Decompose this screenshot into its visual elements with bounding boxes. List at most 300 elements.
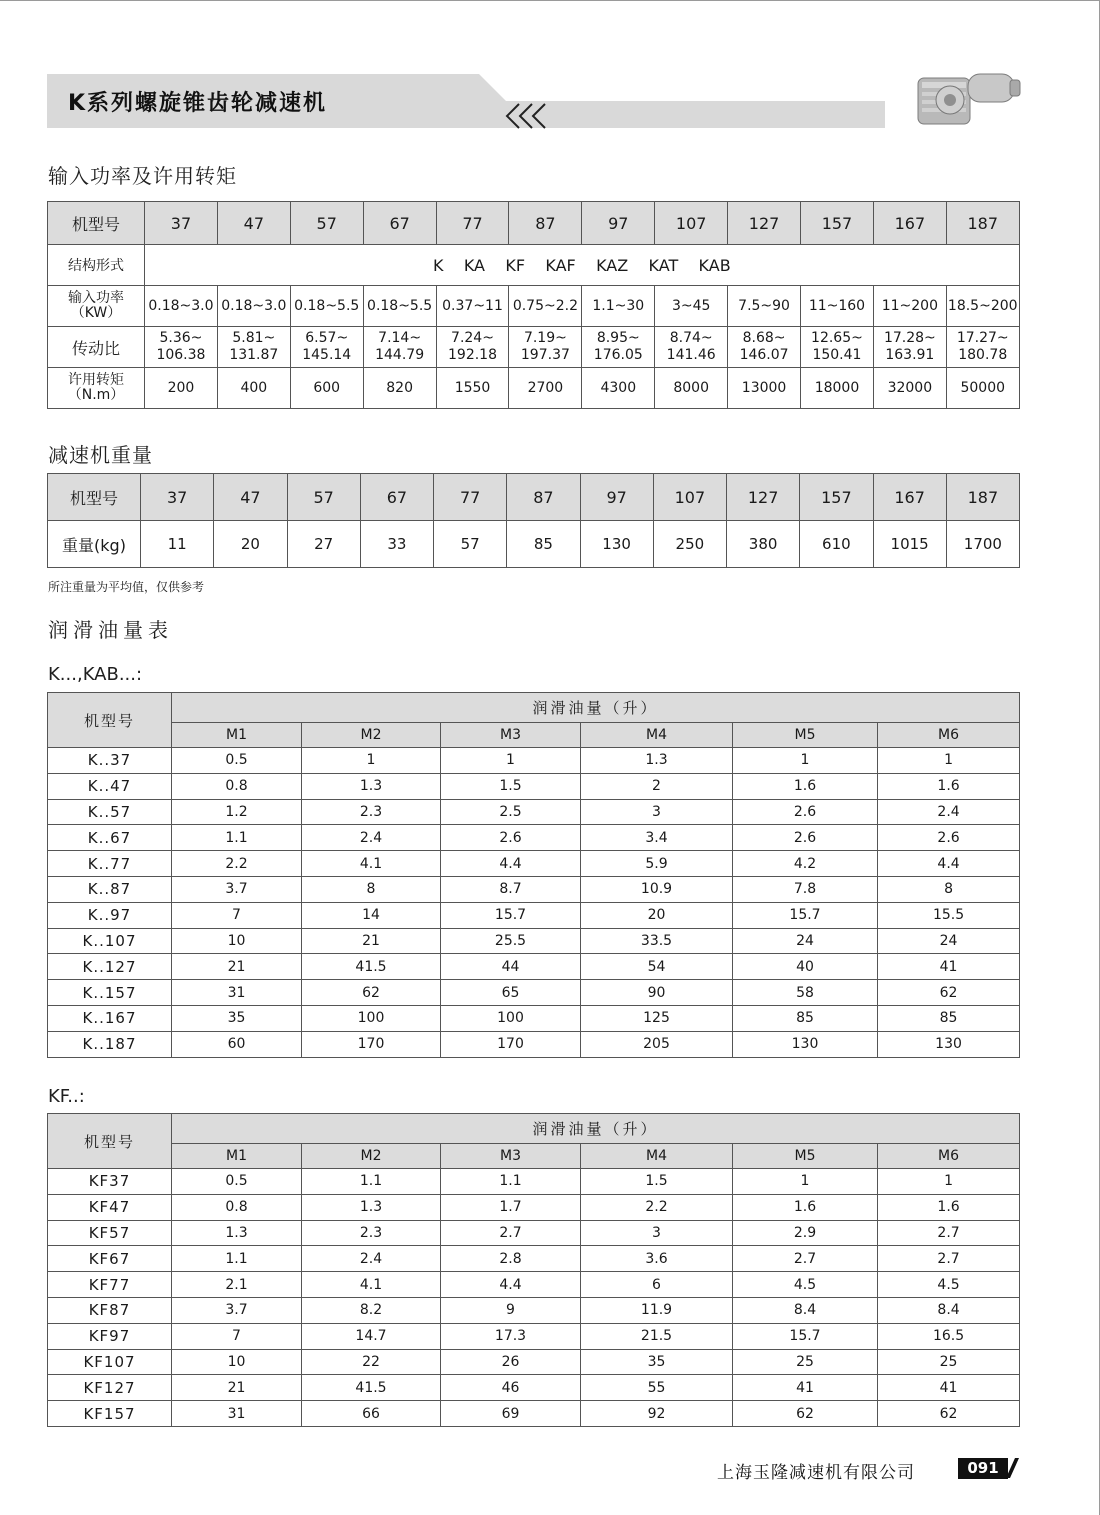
torque-cell: 1550 bbox=[436, 368, 509, 409]
label-power bbox=[48, 286, 145, 327]
oil-value-cell: 21 bbox=[172, 954, 302, 980]
structure-cell: K KA KF KAF KAZ KAT KAB bbox=[145, 245, 1020, 286]
oil-value-cell: 15.7 bbox=[733, 902, 878, 928]
oil-value-cell: 4.5 bbox=[733, 1272, 878, 1298]
oil-value-cell: 4.5 bbox=[878, 1272, 1020, 1298]
oil-value-cell: 21 bbox=[302, 928, 441, 954]
table-row bbox=[48, 902, 1020, 928]
ratio-line: 5.36~ bbox=[159, 330, 203, 346]
ratio-line: 145.14 bbox=[302, 347, 352, 363]
model-cell: K..167 bbox=[48, 1005, 172, 1031]
table-row bbox=[48, 876, 1020, 902]
model-cell: K..107 bbox=[48, 928, 172, 954]
oil-value-cell: 62 bbox=[302, 980, 441, 1006]
weight-cell: 130 bbox=[580, 521, 653, 568]
oil-value-cell: 2.4 bbox=[302, 1246, 441, 1272]
oil-value-cell: 2.4 bbox=[878, 799, 1020, 825]
power-cell: 11~160 bbox=[801, 286, 874, 327]
oil-value-cell: 15.5 bbox=[878, 902, 1020, 928]
oil-value-cell: 2.7 bbox=[878, 1246, 1020, 1272]
model-cell: KF97 bbox=[48, 1323, 172, 1349]
oil-value-cell: 69 bbox=[441, 1401, 581, 1427]
weight-table bbox=[47, 473, 1020, 568]
oil-value-cell: 1.6 bbox=[733, 1194, 878, 1220]
model-cell: K..97 bbox=[48, 902, 172, 928]
table-row bbox=[48, 1272, 1020, 1298]
oil-value-cell: 4.4 bbox=[441, 851, 581, 877]
torque-cell: 32000 bbox=[873, 368, 946, 409]
oil-value-cell: 65 bbox=[441, 980, 581, 1006]
oil-value-cell: 35 bbox=[172, 1005, 302, 1031]
table-row bbox=[48, 1005, 1020, 1031]
oil-value-cell: 4.2 bbox=[733, 851, 878, 877]
oil-value-cell: 7 bbox=[172, 1323, 302, 1349]
oil-value-cell: 1 bbox=[733, 1169, 878, 1195]
position-cell: M5 bbox=[733, 1144, 878, 1169]
ratio-cell bbox=[728, 327, 801, 368]
oil-value-cell: 4.4 bbox=[878, 851, 1020, 877]
oil-value-cell: 11.9 bbox=[581, 1297, 733, 1323]
oil-value-cell: 170 bbox=[441, 1031, 581, 1057]
table-row bbox=[48, 1246, 1020, 1272]
ratio-line: 106.38 bbox=[156, 347, 206, 363]
model-cell: K..47 bbox=[48, 773, 172, 799]
oil-value-cell: 8.7 bbox=[441, 876, 581, 902]
oil-value-cell: 7.8 bbox=[733, 876, 878, 902]
model-cell: KF57 bbox=[48, 1220, 172, 1246]
model-cell: K..57 bbox=[48, 799, 172, 825]
torque-cell: 400 bbox=[217, 368, 290, 409]
model-cell: 107 bbox=[655, 202, 728, 245]
oil-value-cell: 15.7 bbox=[441, 902, 581, 928]
oil-value-cell: 62 bbox=[878, 980, 1020, 1006]
page-title: K系列螺旋锥齿轮减速机 bbox=[68, 91, 328, 116]
power-cell: 0.18~3.0 bbox=[145, 286, 218, 327]
oil-value-cell: 1.7 bbox=[441, 1194, 581, 1220]
oil-value-cell: 60 bbox=[172, 1031, 302, 1057]
page-number: 091 bbox=[958, 1458, 1008, 1479]
ratio-line: 8.74~ bbox=[669, 330, 713, 346]
oil-value-cell: 46 bbox=[441, 1375, 581, 1401]
power-torque-table bbox=[47, 201, 1020, 409]
power-cell: 11~200 bbox=[873, 286, 946, 327]
oil-value-cell: 2.5 bbox=[441, 799, 581, 825]
ratio-cell bbox=[655, 327, 728, 368]
ratio-cell bbox=[946, 327, 1019, 368]
model-cell: 97 bbox=[580, 474, 653, 521]
oil-value-cell: 44 bbox=[441, 954, 581, 980]
oil-value-cell: 55 bbox=[581, 1375, 733, 1401]
position-cell: M2 bbox=[302, 723, 441, 748]
oil-header-row bbox=[48, 693, 1020, 723]
oil-value-cell: 2.6 bbox=[441, 825, 581, 851]
oil-value-cell: 16.5 bbox=[878, 1323, 1020, 1349]
ratio-line: 176.05 bbox=[593, 347, 643, 363]
torque-cell: 8000 bbox=[655, 368, 728, 409]
model-cell: 87 bbox=[507, 474, 580, 521]
label-oil-volume: 润滑油量（升） bbox=[172, 693, 1020, 723]
model-cell: 47 bbox=[214, 474, 287, 521]
oil-value-cell: 1.3 bbox=[302, 1194, 441, 1220]
weight-cell: 27 bbox=[287, 521, 360, 568]
oil-value-cell: 62 bbox=[878, 1401, 1020, 1427]
oil-value-cell: 41 bbox=[878, 1375, 1020, 1401]
torque-cell: 50000 bbox=[946, 368, 1019, 409]
label-oil-volume: 润滑油量（升） bbox=[172, 1114, 1020, 1144]
ratio-cell bbox=[436, 327, 509, 368]
chevrons-left-icon bbox=[503, 103, 551, 129]
oil-value-cell: 4.1 bbox=[302, 1272, 441, 1298]
oil-table-kf bbox=[47, 1113, 1020, 1427]
oil-value-cell: 1.3 bbox=[302, 773, 441, 799]
oil-value-cell: 1.3 bbox=[581, 748, 733, 774]
model-cell: KF67 bbox=[48, 1246, 172, 1272]
model-cell: 67 bbox=[363, 202, 436, 245]
oil-header-row bbox=[48, 1114, 1020, 1144]
oil-value-cell: 1.6 bbox=[878, 773, 1020, 799]
oil-value-cell: 33.5 bbox=[581, 928, 733, 954]
model-cell: KF37 bbox=[48, 1169, 172, 1195]
oil-value-cell: 130 bbox=[733, 1031, 878, 1057]
label-power-line: （KW） bbox=[70, 305, 122, 321]
table-row bbox=[48, 980, 1020, 1006]
ratio-line: 146.07 bbox=[739, 347, 789, 363]
ratio-cell bbox=[801, 327, 874, 368]
weight-cell: 57 bbox=[434, 521, 507, 568]
oil-value-cell: 31 bbox=[172, 980, 302, 1006]
oil-value-cell: 24 bbox=[878, 928, 1020, 954]
oil-value-cell: 2.7 bbox=[733, 1246, 878, 1272]
ratio-cell bbox=[145, 327, 218, 368]
torque-cell: 18000 bbox=[801, 368, 874, 409]
oil-value-cell: 40 bbox=[733, 954, 878, 980]
oil-value-cell: 20 bbox=[581, 902, 733, 928]
table-row bbox=[48, 954, 1020, 980]
position-cell: M4 bbox=[581, 1144, 733, 1169]
table-row bbox=[48, 1169, 1020, 1195]
oil-value-cell: 1.6 bbox=[733, 773, 878, 799]
k-table-subtitle: K...,KAB...: bbox=[48, 664, 143, 685]
oil-value-cell: 9 bbox=[441, 1297, 581, 1323]
power-cell: 1.1~30 bbox=[582, 286, 655, 327]
oil-value-cell: 66 bbox=[302, 1401, 441, 1427]
model-cell: 187 bbox=[946, 474, 1019, 521]
label-model: 机型号 bbox=[48, 693, 172, 748]
ratio-cell bbox=[873, 327, 946, 368]
torque-row bbox=[48, 368, 1020, 409]
oil-value-cell: 2.7 bbox=[441, 1220, 581, 1246]
model-cell: K..77 bbox=[48, 851, 172, 877]
model-cell: KF127 bbox=[48, 1375, 172, 1401]
oil-value-cell: 1 bbox=[441, 748, 581, 774]
ratio-line: 7.24~ bbox=[451, 330, 494, 346]
label-torque-line: 许用转矩 bbox=[68, 372, 124, 388]
oil-value-cell: 4.1 bbox=[302, 851, 441, 877]
ratio-line: 197.37 bbox=[520, 347, 570, 363]
label-model: 机型号 bbox=[48, 202, 145, 245]
oil-value-cell: 0.5 bbox=[172, 748, 302, 774]
weight-cell: 250 bbox=[653, 521, 726, 568]
oil-value-cell: 1 bbox=[733, 748, 878, 774]
table-row bbox=[48, 851, 1020, 877]
oil-value-cell: 1.2 bbox=[172, 799, 302, 825]
oil-value-cell: 1.1 bbox=[172, 825, 302, 851]
oil-position-row bbox=[48, 723, 1020, 748]
model-cell: 57 bbox=[290, 202, 363, 245]
ratio-line: 192.18 bbox=[448, 347, 497, 363]
oil-value-cell: 125 bbox=[581, 1005, 733, 1031]
oil-value-cell: 8.4 bbox=[733, 1297, 878, 1323]
ratio-line: 180.78 bbox=[958, 347, 1008, 363]
oil-value-cell: 0.5 bbox=[172, 1169, 302, 1195]
oil-value-cell: 0.8 bbox=[172, 1194, 302, 1220]
oil-table-k bbox=[47, 692, 1020, 1058]
oil-value-cell: 21 bbox=[172, 1375, 302, 1401]
oil-value-cell: 26 bbox=[441, 1349, 581, 1375]
model-cell: K..187 bbox=[48, 1031, 172, 1057]
footer-company: 上海玉隆减速机有限公司 bbox=[717, 1463, 915, 1483]
model-cell: 77 bbox=[434, 474, 507, 521]
oil-value-cell: 1.6 bbox=[878, 1194, 1020, 1220]
table-row bbox=[48, 773, 1020, 799]
torque-cell: 600 bbox=[290, 368, 363, 409]
power-cell: 0.18~3.0 bbox=[217, 286, 290, 327]
section-title-power: 输入功率及许用转矩 bbox=[48, 164, 237, 188]
section-title-weight: 减速机重量 bbox=[48, 443, 153, 467]
oil-value-cell: 24 bbox=[733, 928, 878, 954]
oil-value-cell: 62 bbox=[733, 1401, 878, 1427]
ratio-line: 163.91 bbox=[885, 347, 935, 363]
oil-value-cell: 130 bbox=[878, 1031, 1020, 1057]
power-cell: 0.18~5.5 bbox=[290, 286, 363, 327]
oil-value-cell: 15.7 bbox=[733, 1323, 878, 1349]
model-cell: 127 bbox=[727, 474, 800, 521]
ratio-line: 141.46 bbox=[666, 347, 716, 363]
oil-value-cell: 0.8 bbox=[172, 773, 302, 799]
label-ratio: 传动比 bbox=[48, 327, 145, 368]
position-cell: M3 bbox=[441, 723, 581, 748]
table-row bbox=[48, 825, 1020, 851]
ratio-line: 12.65~ bbox=[811, 330, 863, 346]
ratio-line: 131.87 bbox=[229, 347, 279, 363]
oil-value-cell: 3.7 bbox=[172, 1297, 302, 1323]
oil-value-cell: 8 bbox=[302, 876, 441, 902]
oil-value-cell: 1 bbox=[878, 748, 1020, 774]
oil-value-cell: 22 bbox=[302, 1349, 441, 1375]
power-cell: 0.37~11 bbox=[436, 286, 509, 327]
weight-cell: 85 bbox=[507, 521, 580, 568]
oil-value-cell: 1.5 bbox=[581, 1169, 733, 1195]
section-title-oil: 润滑油量表 bbox=[48, 618, 173, 642]
model-cell: 157 bbox=[801, 202, 874, 245]
weight-cell: 11 bbox=[141, 521, 214, 568]
page-slash-mark bbox=[1006, 1456, 1020, 1480]
weight-row bbox=[48, 521, 1020, 568]
oil-value-cell: 2.3 bbox=[302, 799, 441, 825]
model-cell: 187 bbox=[946, 202, 1019, 245]
table-row bbox=[48, 928, 1020, 954]
model-cell: 67 bbox=[360, 474, 433, 521]
position-cell: M2 bbox=[302, 1144, 441, 1169]
oil-value-cell: 92 bbox=[581, 1401, 733, 1427]
position-cell: M6 bbox=[878, 1144, 1020, 1169]
model-cell: 37 bbox=[145, 202, 218, 245]
oil-value-cell: 31 bbox=[172, 1401, 302, 1427]
oil-value-cell: 2.7 bbox=[878, 1220, 1020, 1246]
weight-cell: 33 bbox=[360, 521, 433, 568]
model-cell: K..67 bbox=[48, 825, 172, 851]
oil-value-cell: 41.5 bbox=[302, 954, 441, 980]
model-cell: K..87 bbox=[48, 876, 172, 902]
label-model: 机型号 bbox=[48, 1114, 172, 1169]
model-cell: 127 bbox=[728, 202, 801, 245]
ratio-line: 8.68~ bbox=[742, 330, 786, 346]
kf-table-subtitle: KF..: bbox=[48, 1086, 85, 1107]
label-structure: 结构形式 bbox=[48, 245, 145, 286]
oil-value-cell: 2.4 bbox=[302, 825, 441, 851]
ratio-cell bbox=[509, 327, 582, 368]
table-row bbox=[48, 799, 1020, 825]
oil-value-cell: 7 bbox=[172, 902, 302, 928]
label-model: 机型号 bbox=[48, 474, 141, 521]
table-row bbox=[48, 1031, 1020, 1057]
ratio-line: 144.79 bbox=[375, 347, 425, 363]
oil-value-cell: 25 bbox=[878, 1349, 1020, 1375]
oil-value-cell: 2.2 bbox=[172, 851, 302, 877]
power-cell: 0.75~2.2 bbox=[509, 286, 582, 327]
table-row bbox=[48, 1297, 1020, 1323]
ratio-line: 17.28~ bbox=[883, 330, 936, 346]
oil-value-cell: 54 bbox=[581, 954, 733, 980]
model-cell: 77 bbox=[436, 202, 509, 245]
model-cell: 157 bbox=[800, 474, 873, 521]
ratio-cell bbox=[290, 327, 363, 368]
oil-value-cell: 10 bbox=[172, 928, 302, 954]
position-cell: M3 bbox=[441, 1144, 581, 1169]
oil-value-cell: 5.9 bbox=[581, 851, 733, 877]
position-cell: M4 bbox=[581, 723, 733, 748]
table-row bbox=[48, 1323, 1020, 1349]
oil-value-cell: 205 bbox=[581, 1031, 733, 1057]
oil-value-cell: 25.5 bbox=[441, 928, 581, 954]
oil-value-cell: 4.4 bbox=[441, 1272, 581, 1298]
header-row bbox=[48, 474, 1020, 521]
oil-value-cell: 8.2 bbox=[302, 1297, 441, 1323]
position-cell: M6 bbox=[878, 723, 1020, 748]
torque-cell: 4300 bbox=[582, 368, 655, 409]
weight-cell: 20 bbox=[214, 521, 287, 568]
oil-value-cell: 85 bbox=[878, 1005, 1020, 1031]
position-cell: M1 bbox=[172, 723, 302, 748]
oil-value-cell: 58 bbox=[733, 980, 878, 1006]
oil-value-cell: 1.1 bbox=[441, 1169, 581, 1195]
oil-value-cell: 2.6 bbox=[878, 825, 1020, 851]
position-cell: M1 bbox=[172, 1144, 302, 1169]
model-cell: 87 bbox=[509, 202, 582, 245]
weight-note: 所注重量为平均值，仅供参考 bbox=[48, 580, 205, 594]
oil-value-cell: 6 bbox=[581, 1272, 733, 1298]
oil-value-cell: 10.9 bbox=[581, 876, 733, 902]
table-row bbox=[48, 1401, 1020, 1427]
oil-value-cell: 2.2 bbox=[581, 1194, 733, 1220]
ratio-line: 8.95~ bbox=[596, 330, 640, 346]
oil-value-cell: 1.3 bbox=[172, 1220, 302, 1246]
model-cell: KF157 bbox=[48, 1401, 172, 1427]
oil-value-cell: 35 bbox=[581, 1349, 733, 1375]
model-cell: KF87 bbox=[48, 1297, 172, 1323]
oil-value-cell: 90 bbox=[581, 980, 733, 1006]
oil-value-cell: 14 bbox=[302, 902, 441, 928]
model-cell: 167 bbox=[873, 202, 946, 245]
power-cell: 0.18~5.5 bbox=[363, 286, 436, 327]
position-cell: M5 bbox=[733, 723, 878, 748]
weight-cell: 610 bbox=[800, 521, 873, 568]
ratio-line: 150.41 bbox=[812, 347, 862, 363]
label-torque-line: （N.m） bbox=[67, 387, 125, 403]
table-row bbox=[48, 1220, 1020, 1246]
model-cell: K..37 bbox=[48, 748, 172, 774]
ratio-line: 7.19~ bbox=[523, 330, 567, 346]
label-torque bbox=[48, 368, 145, 409]
oil-value-cell: 10 bbox=[172, 1349, 302, 1375]
weight-cell: 380 bbox=[727, 521, 800, 568]
model-cell: KF47 bbox=[48, 1194, 172, 1220]
ratio-cell bbox=[582, 327, 655, 368]
oil-value-cell: 1 bbox=[878, 1169, 1020, 1195]
power-cell: 18.5~200 bbox=[946, 286, 1019, 327]
oil-value-cell: 8.4 bbox=[878, 1297, 1020, 1323]
oil-value-cell: 100 bbox=[441, 1005, 581, 1031]
oil-value-cell: 170 bbox=[302, 1031, 441, 1057]
power-row bbox=[48, 286, 1020, 327]
power-cell: 7.5~90 bbox=[728, 286, 801, 327]
table-row bbox=[48, 748, 1020, 774]
oil-value-cell: 41 bbox=[878, 954, 1020, 980]
model-cell: K..127 bbox=[48, 954, 172, 980]
oil-value-cell: 17.3 bbox=[441, 1323, 581, 1349]
oil-value-cell: 2 bbox=[581, 773, 733, 799]
model-cell: 167 bbox=[873, 474, 946, 521]
oil-value-cell: 2.9 bbox=[733, 1220, 878, 1246]
oil-value-cell: 8 bbox=[878, 876, 1020, 902]
torque-cell: 2700 bbox=[509, 368, 582, 409]
oil-value-cell: 85 bbox=[733, 1005, 878, 1031]
oil-value-cell: 14.7 bbox=[302, 1323, 441, 1349]
oil-value-cell: 41 bbox=[733, 1375, 878, 1401]
oil-value-cell: 3 bbox=[581, 799, 733, 825]
ratio-line: 17.27~ bbox=[956, 330, 1009, 346]
oil-value-cell: 2.1 bbox=[172, 1272, 302, 1298]
label-power-line: 输入功率 bbox=[68, 290, 124, 306]
oil-value-cell: 2.6 bbox=[733, 799, 878, 825]
torque-cell: 820 bbox=[363, 368, 436, 409]
table-row bbox=[48, 1375, 1020, 1401]
gear-reducer-photo bbox=[910, 68, 1022, 130]
weight-cell: 1015 bbox=[873, 521, 946, 568]
oil-value-cell: 3.6 bbox=[581, 1246, 733, 1272]
oil-value-cell: 3 bbox=[581, 1220, 733, 1246]
oil-value-cell: 2.3 bbox=[302, 1220, 441, 1246]
oil-value-cell: 41.5 bbox=[302, 1375, 441, 1401]
oil-value-cell: 1.5 bbox=[441, 773, 581, 799]
oil-value-cell: 25 bbox=[733, 1349, 878, 1375]
oil-value-cell: 2.6 bbox=[733, 825, 878, 851]
oil-value-cell: 100 bbox=[302, 1005, 441, 1031]
ratio-cell bbox=[217, 327, 290, 368]
oil-value-cell: 1.1 bbox=[302, 1169, 441, 1195]
power-cell: 3~45 bbox=[655, 286, 728, 327]
model-cell: KF107 bbox=[48, 1349, 172, 1375]
